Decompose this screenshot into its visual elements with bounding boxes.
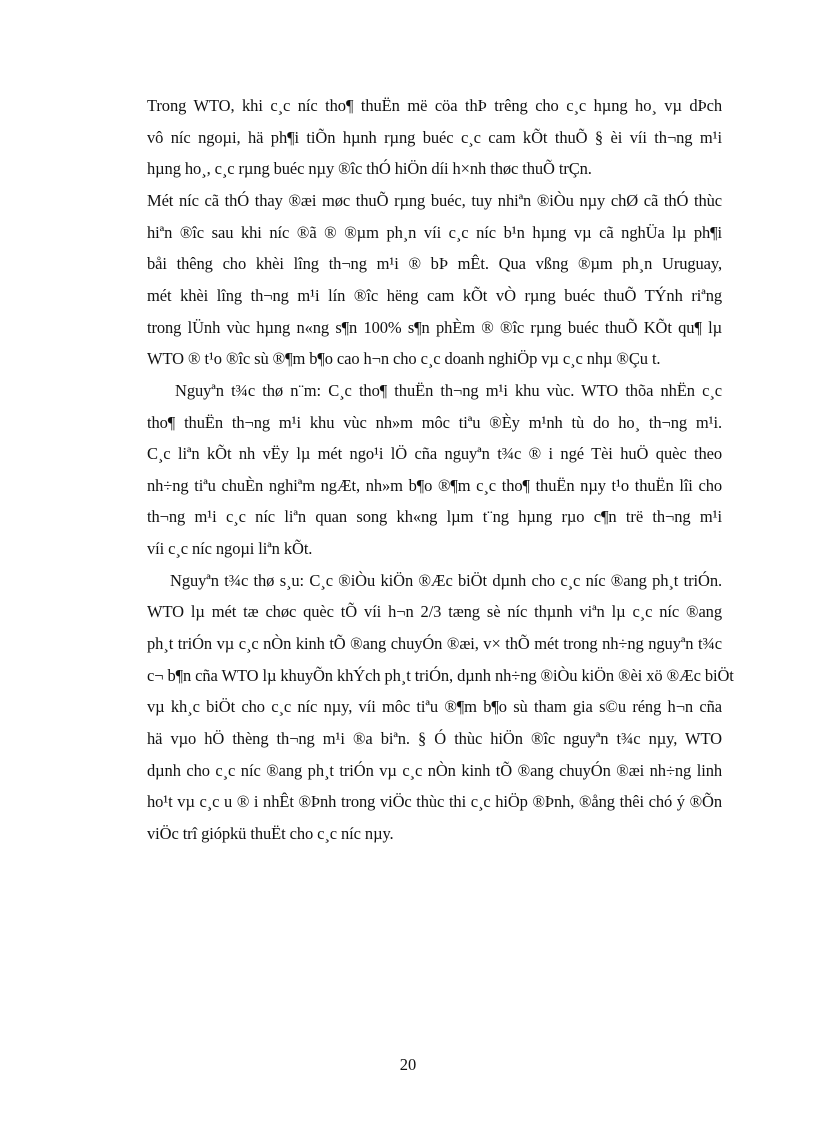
text-line: th¬ng m¹i c¸c níc liªn quan song kh«ng lµm t¨ng hµng rµo c¶n trë th¬ng m¹i [147,507,722,526]
text-line: dµnh cho c¸c níc ®ang ph¸t triÓn vµ c¸c nÒn kinh tÕ ®ang chuyÓn ®æi nh÷ng linh [147,761,722,780]
text-line: ph¸t triÓn vµ c¸c nÒn kinh tÕ ®ang chuyÓn ®æi, v× thÕ mét trong nh÷ng nguyªn t¾c [147,634,722,653]
text-line: hµng ho¸, c¸c rµng buéc nµy ®îc thÓ hiÖn díi h×nh thøc thuÕ trÇn. [147,159,592,178]
text-line: Nguyªn t¾c thø s¸u: C¸c ®iÒu kiÖn ®Æc biÖt dµnh cho c¸c níc ®ang ph¸t triÓn. [170,571,722,590]
text-line: WTO lµ mét tæ chøc quèc tÕ víi h¬n 2/3 tæng sè níc thµnh viªn lµ c¸c níc ®ang [147,602,722,621]
text-line: Trong WTO, khi c¸c níc tho¶ thuËn më cöa thÞ trêng cho c¸c hµng ho¸ vµ dÞch [147,96,722,115]
text-line: vô níc ngoµi, hä ph¶i tiÕn hµnh rµng buéc c¸c cam kÕt thuÕ § èi víi th¬ng m¹i [147,128,722,147]
text-line: trong lÜnh vùc hµng n«ng s¶n 100% s¶n phÈm ® ®îc rµng buéc thuÕ KÕt qu¶ lµ [147,318,722,337]
text-line: nh÷ng tiªu chuÈn nghiªm ngÆt, nh»m b¶o ®¶m c¸c tho¶ thuËn nµy t¹o thuËn lîi cho [147,476,722,495]
text-line: WTO ® t¹o ®îc sù ®¶m b¶o cao h¬n cho c¸c doanh nghiÖp vµ c¸c nhµ ®Çu t. [147,349,661,368]
text-line: tho¶ thuËn th¬ng m¹i khu vùc nh»m môc tiªu ®Èy m¹nh tù do ho¸ th¬ng m¹i. [147,413,722,432]
page-number: 20 [399,1055,417,1074]
text-line: hä vµo hÖ thèng th¬ng m¹i ®a biªn. § Ó thùc hiÖn ®îc nguyªn t¾c nµy, WTO [147,729,722,748]
text-line: vµ kh¸c biÖt cho c¸c níc nµy, víi môc tiªu ®¶m b¶o sù tham gia s©u réng h¬n cña [147,697,722,716]
text-line: Mét níc cã thÓ thay ®æi møc thuÕ rµng buéc, tuy nhiªn ®iÒu nµy chØ cã thÓ thùc [147,191,722,210]
text-line: viÖc trî giópkü thuËt cho c¸c níc nµy. [147,824,394,843]
text-line: c¬ b¶n cña WTO lµ khuyÕn khÝch ph¸t triÓn, dµnh nh÷ng ®iÒu kiÖn ®èi xö ®Æc biÖt [147,666,734,685]
text-line: víi c¸c níc ngoµi liªn kÕt. [147,539,313,558]
text-line: ho¹t vµ c¸c u ® i nhÊt ®Þnh trong viÖc thùc thi c¸c hiÖp ®Þnh, ®ång thêi chó ý ®Õn [147,792,722,811]
text-line: hiªn ®îc sau khi níc ®ã ® ®µm ph¸n víi c¸c níc b¹n hµng vµ cã nghÜa lµ ph¶i [147,223,722,242]
text-line: mét khèi lîng th¬ng m¹i lín ®îc hëng cam kÕt vÒ rµng buéc thuÕ TÝnh riªng [147,286,722,305]
text-line: båi thêng cho khèi lîng th¬ng m¹i ® bÞ mÊt. Qua vßng ®µm ph¸n Uruguay, [147,254,722,273]
text-line: Nguyªn t¾c thø n¨m: C¸c tho¶ thuËn th¬ng m¹i khu vùc. WTO thõa nhËn c¸c [175,381,722,400]
text-line: C¸c liªn kÕt nh vËy lµ mét ngo¹i lÖ cña nguyªn t¾c ® i ngé Tèi huÖ quèc theo [147,444,722,463]
